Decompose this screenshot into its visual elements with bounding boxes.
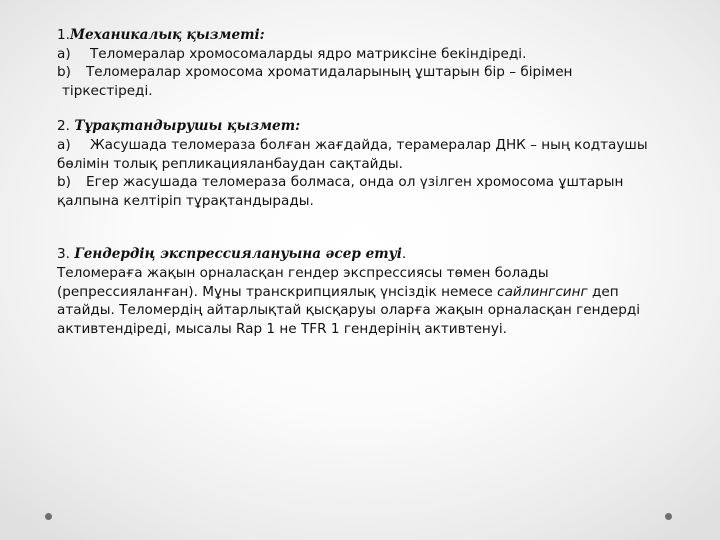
- section3-heading: [57, 245, 687, 264]
- section2-item-b: [57, 173, 687, 192]
- section2-item-b-continuation: [57, 192, 687, 211]
- section3-paragraph-line2: [57, 283, 687, 302]
- decorative-dot-left: [45, 513, 52, 520]
- section2-item-b-line1: Егер жасушада теломераза болмаса, онда ол үзілген хромосома ұштарын: [86, 174, 624, 191]
- section1-number: 1.: [57, 27, 70, 43]
- section1-item-b-line1: Теломералар хромосома хроматидаларының ұштарын бір – бірімен: [86, 64, 573, 81]
- spacer: [57, 210, 687, 245]
- section3-line4: активтендіреді, мысалы Rap 1 не TFR 1 гендерінің активтенуі.: [57, 320, 507, 337]
- section2-title: Тұрақтандырушы қызмет:: [74, 118, 301, 135]
- section1-heading: [57, 26, 687, 45]
- section2-number: 2.: [57, 118, 70, 135]
- section2-item-b-marker: b): [57, 174, 71, 191]
- section3-title-end: .: [401, 246, 407, 263]
- section1-item-a: [57, 45, 687, 64]
- section1-item-b: [57, 63, 687, 82]
- decorative-dot-right: [665, 513, 672, 520]
- section1-item-b-continuation: [57, 82, 687, 101]
- section1-title: Механикалық қызметі:: [69, 27, 265, 43]
- section1-item-a-text: Теломералар хромосомаларды ядро матриксіне бекіндіреді.: [90, 45, 527, 62]
- section2-item-a-line1: Жасушада теломераза болған жағдайда, терамералар ДНК – ның кодтаушы: [90, 136, 648, 153]
- section3-line2-before: (репрессияланған). Мұны транскрипциялық үнсіздік немесе: [57, 283, 498, 300]
- section2-item-a-marker: a): [57, 136, 71, 153]
- section3-line1: Теломераға жақын орналасқан гендер экспрессиясы төмен болады: [57, 264, 549, 281]
- section2-item-a-line2: бөлімін толық репликацияланбаудан сақтайды.: [57, 155, 403, 172]
- section1-item-b-line2: тіркестіреді.: [62, 82, 153, 99]
- section1-item-b-marker: b): [57, 64, 71, 81]
- section2-heading: [57, 117, 687, 136]
- section3-italic-term: сайлингсинг: [497, 283, 588, 300]
- section1-item-a-marker: a): [57, 45, 71, 62]
- section3-line2-after: деп: [587, 283, 619, 300]
- spacer: [57, 100, 687, 117]
- section3-number: 3.: [57, 246, 70, 263]
- section3-title: Гендердің экспрессиялануына әсер етуі: [74, 246, 402, 263]
- section3-line3: атайды. Теломердің айтарлықтай қысқаруы оларға жақын орналасқан гендерді: [57, 302, 641, 319]
- section3-paragraph-line1: [57, 264, 687, 283]
- section2-item-a-continuation: [57, 155, 687, 174]
- section3-paragraph-line3: [57, 301, 687, 320]
- section2-item-b-line2: қалпына келтіріп тұрақтандырады.: [57, 192, 314, 209]
- slide-content: [57, 26, 687, 338]
- section3-paragraph-line4: [57, 320, 687, 339]
- section2-item-a: [57, 136, 687, 155]
